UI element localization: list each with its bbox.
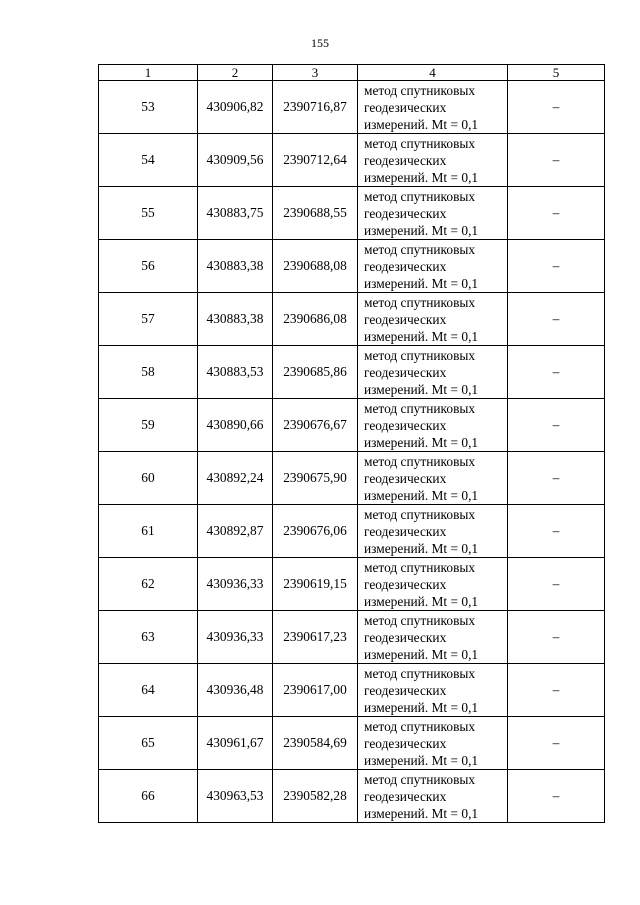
note-cell: – — [508, 505, 605, 558]
method-description-cell: метод спутниковых геодезических измерений. Mt = 0,1 — [358, 240, 508, 293]
column-header-2: 2 — [198, 65, 273, 81]
y-coordinate-cell: 2390582,28 — [273, 770, 358, 823]
x-coordinate-cell: 430892,87 — [198, 505, 273, 558]
y-coordinate-cell: 2390685,86 — [273, 346, 358, 399]
table-body — [99, 81, 605, 823]
point-number-cell: 66 — [99, 770, 198, 823]
note-cell: – — [508, 293, 605, 346]
column-header-1: 1 — [99, 65, 198, 81]
point-number-cell: 65 — [99, 717, 198, 770]
x-coordinate-cell: 430883,75 — [198, 187, 273, 240]
note-cell: – — [508, 399, 605, 452]
y-coordinate-cell: 2390676,67 — [273, 399, 358, 452]
y-coordinate-cell: 2390617,23 — [273, 611, 358, 664]
note-cell: – — [508, 770, 605, 823]
page-number: 155 — [311, 36, 329, 50]
point-number-cell: 58 — [99, 346, 198, 399]
table-row — [99, 293, 605, 346]
y-coordinate-cell: 2390712,64 — [273, 134, 358, 187]
table-row — [99, 134, 605, 187]
x-coordinate-cell: 430906,82 — [198, 81, 273, 134]
note-cell: – — [508, 611, 605, 664]
method-description-cell: метод спутниковых геодезических измерений. Mt = 0,1 — [358, 134, 508, 187]
point-number-cell: 57 — [99, 293, 198, 346]
table-header-row — [99, 65, 605, 81]
note-cell: – — [508, 240, 605, 293]
column-header-4: 4 — [358, 65, 508, 81]
table-row — [99, 717, 605, 770]
method-description-cell: метод спутниковых геодезических измерений. Mt = 0,1 — [358, 664, 508, 717]
method-description-cell: метод спутниковых геодезических измерений. Mt = 0,1 — [358, 187, 508, 240]
point-number-cell: 60 — [99, 452, 198, 505]
table-row — [99, 452, 605, 505]
y-coordinate-cell: 2390688,55 — [273, 187, 358, 240]
x-coordinate-cell: 430883,38 — [198, 293, 273, 346]
x-coordinate-cell: 430892,24 — [198, 452, 273, 505]
x-coordinate-cell: 430909,56 — [198, 134, 273, 187]
table-row — [99, 558, 605, 611]
table-row — [99, 240, 605, 293]
x-coordinate-cell: 430936,33 — [198, 558, 273, 611]
y-coordinate-cell: 2390584,69 — [273, 717, 358, 770]
y-coordinate-cell: 2390676,06 — [273, 505, 358, 558]
table-row — [99, 611, 605, 664]
method-description-cell: метод спутниковых геодезических измерений. Mt = 0,1 — [358, 611, 508, 664]
table-row — [99, 664, 605, 717]
table-row — [99, 187, 605, 240]
note-cell: – — [508, 558, 605, 611]
x-coordinate-cell: 430961,67 — [198, 717, 273, 770]
column-header-5: 5 — [508, 65, 605, 81]
point-number-cell: 62 — [99, 558, 198, 611]
point-number-cell: 61 — [99, 505, 198, 558]
method-description-cell: метод спутниковых геодезических измерений. Mt = 0,1 — [358, 452, 508, 505]
x-coordinate-cell: 430963,53 — [198, 770, 273, 823]
table-row — [99, 81, 605, 134]
method-description-cell: метод спутниковых геодезических измерений. Mt = 0,1 — [358, 399, 508, 452]
x-coordinate-cell: 430883,53 — [198, 346, 273, 399]
x-coordinate-cell: 430936,33 — [198, 611, 273, 664]
point-number-cell: 56 — [99, 240, 198, 293]
coordinates-table — [98, 64, 605, 823]
column-header-3: 3 — [273, 65, 358, 81]
note-cell: – — [508, 187, 605, 240]
method-description-cell: метод спутниковых геодезических измерений. Mt = 0,1 — [358, 505, 508, 558]
x-coordinate-cell: 430890,66 — [198, 399, 273, 452]
note-cell: – — [508, 346, 605, 399]
table-row — [99, 505, 605, 558]
y-coordinate-cell: 2390688,08 — [273, 240, 358, 293]
y-coordinate-cell: 2390686,08 — [273, 293, 358, 346]
point-number-cell: 55 — [99, 187, 198, 240]
method-description-cell: метод спутниковых геодезических измерений. Mt = 0,1 — [358, 81, 508, 134]
note-cell: – — [508, 717, 605, 770]
note-cell: – — [508, 664, 605, 717]
point-number-cell: 64 — [99, 664, 198, 717]
point-number-cell: 63 — [99, 611, 198, 664]
y-coordinate-cell: 2390619,15 — [273, 558, 358, 611]
table-row — [99, 770, 605, 823]
method-description-cell: метод спутниковых геодезических измерений. Mt = 0,1 — [358, 346, 508, 399]
y-coordinate-cell: 2390617,00 — [273, 664, 358, 717]
x-coordinate-cell: 430936,48 — [198, 664, 273, 717]
note-cell: – — [508, 81, 605, 134]
point-number-cell: 54 — [99, 134, 198, 187]
method-description-cell: метод спутниковых геодезических измерений. Mt = 0,1 — [358, 770, 508, 823]
x-coordinate-cell: 430883,38 — [198, 240, 273, 293]
y-coordinate-cell: 2390675,90 — [273, 452, 358, 505]
method-description-cell: метод спутниковых геодезических измерений. Mt = 0,1 — [358, 558, 508, 611]
table-row — [99, 399, 605, 452]
method-description-cell: метод спутниковых геодезических измерений. Mt = 0,1 — [358, 717, 508, 770]
note-cell: – — [508, 134, 605, 187]
note-cell: – — [508, 452, 605, 505]
table-row — [99, 346, 605, 399]
method-description-cell: метод спутниковых геодезических измерений. Mt = 0,1 — [358, 293, 508, 346]
y-coordinate-cell: 2390716,87 — [273, 81, 358, 134]
point-number-cell: 53 — [99, 81, 198, 134]
point-number-cell: 59 — [99, 399, 198, 452]
